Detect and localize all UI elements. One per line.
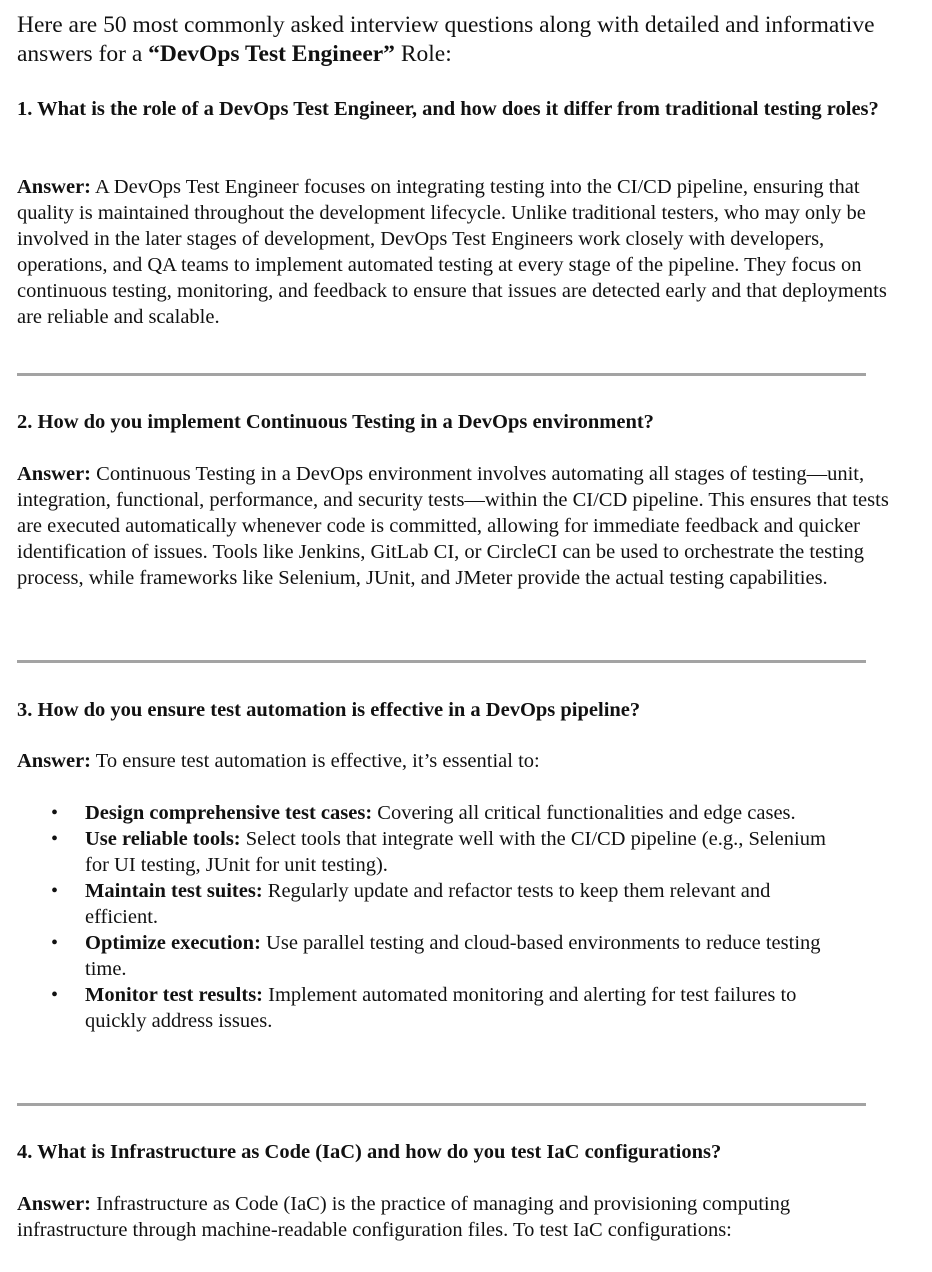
intro-suffix: Role: bbox=[394, 41, 452, 67]
point-title: Optimize execution: bbox=[85, 932, 261, 954]
answer-text: Infrastructure as Code (IaC) is the practice of managing and provisioning computing infrastructure through machine-readable configuration files. To test IaC configurations: bbox=[17, 1193, 791, 1241]
answer-label: Answer: bbox=[17, 463, 92, 485]
question-4-heading: 4. What is Infrastructure as Code (IaC) and how do you test IaC configurations? bbox=[17, 1141, 722, 1163]
point-title: Use reliable tools: bbox=[85, 828, 241, 850]
intro-role: “DevOps Test Engineer” bbox=[148, 41, 395, 67]
question-1-answer bbox=[17, 174, 917, 330]
section-divider bbox=[17, 660, 866, 663]
section-divider bbox=[17, 1103, 866, 1106]
question-4-answer bbox=[17, 1191, 932, 1243]
section-divider bbox=[17, 373, 866, 376]
list-item bbox=[17, 982, 897, 1034]
point-text: Covering all critical functionalities and edge cases. bbox=[372, 802, 796, 824]
answer-text: Continuous Testing in a DevOps environment involves automating all stages of testing—unit, integration, functional, performance, and security tests—within the CI/CD pipeline. This ensures that tests are executed automatically whenever code is committed, allowing for immediate feedback and quicker identification of issues. Tools like Jenkins, GitLab CI, or CircleCI can be used to orchestrate the testing process, while frameworks like Selenium, JUnit, and JMeter provide the actual testing capabilities. bbox=[17, 463, 889, 589]
point-text: Regularly update and refactor tests to keep them relevant and efficient. bbox=[85, 880, 771, 928]
list-item bbox=[17, 878, 897, 930]
bullet-icon: • bbox=[51, 932, 59, 954]
question-2-heading: 2. How do you implement Continuous Testing in a DevOps environment? bbox=[17, 411, 654, 433]
answer-text: A DevOps Test Engineer focuses on integrating testing into the CI/CD pipeline, ensuring that quality is maintained throughout the development lifecycle. Unlike traditional testers, who may only be involved in the later stages of development, DevOps Test Engineers work closely with developers, operations, and QA teams to implement automated testing at every stage of the pipeline. They focus on continuous testing, monitoring, and feedback to ensure that issues are detected early and that deployments are reliable and scalable. bbox=[17, 176, 887, 328]
bullet-icon: • bbox=[51, 802, 59, 824]
bullet-icon: • bbox=[51, 880, 59, 902]
point-title: Maintain test suites: bbox=[85, 880, 263, 902]
list-item bbox=[17, 826, 897, 878]
list-item bbox=[17, 930, 897, 982]
point-text: Implement automated monitoring and alerting for test failures to quickly address issues. bbox=[85, 984, 797, 1032]
question-3-heading: 3. How do you ensure test automation is effective in a DevOps pipeline? bbox=[17, 699, 641, 721]
point-title: Design comprehensive test cases: bbox=[85, 802, 373, 824]
point-title: Monitor test results: bbox=[85, 984, 264, 1006]
question-3-points-list bbox=[17, 800, 897, 1034]
answer-text: To ensure test automation is effective, it’s essential to: bbox=[91, 750, 540, 772]
intro-paragraph bbox=[17, 11, 897, 69]
answer-label: Answer: bbox=[17, 1193, 92, 1215]
point-text: Select tools that integrate well with the CI/CD pipeline (e.g., Selenium for UI testing, JUnit for unit testing). bbox=[85, 828, 826, 876]
point-text: Use parallel testing and cloud-based environments to reduce testing time. bbox=[85, 932, 821, 980]
question-3-answer bbox=[17, 748, 897, 774]
bullet-icon: • bbox=[51, 984, 59, 1006]
answer-label: Answer: bbox=[17, 176, 92, 198]
answer-label: Answer: bbox=[17, 750, 92, 772]
bullet-icon: • bbox=[51, 828, 59, 850]
intro-prefix: Here are 50 most commonly asked interview questions along with detailed and informative answers for a bbox=[17, 12, 875, 67]
list-item bbox=[17, 800, 897, 826]
question-2-answer bbox=[17, 461, 927, 591]
question-1-heading: 1. What is the role of a DevOps Test Engineer, and how does it differ from traditional testing roles? bbox=[17, 98, 879, 120]
